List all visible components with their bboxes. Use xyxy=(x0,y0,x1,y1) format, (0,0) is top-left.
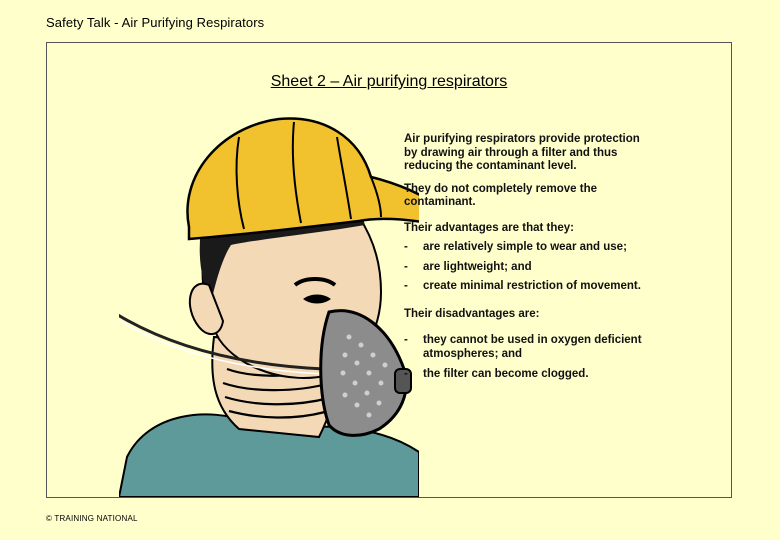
list-item xyxy=(404,334,654,361)
advantages-heading: Their advantages are that they: xyxy=(404,221,574,234)
respirator-info-text xyxy=(404,133,654,389)
list-item xyxy=(404,241,654,255)
sheet-panel xyxy=(46,42,732,498)
dash-bullet: - xyxy=(404,241,408,253)
advantage-text: are relatively simple to wear and use; xyxy=(423,241,627,253)
document-header: Safety Talk - Air Purifying Respirators xyxy=(46,15,265,30)
respirator-worker-illustration xyxy=(119,107,419,497)
sheet-title: Sheet 2 – Air purifying respirators xyxy=(270,73,508,90)
advantages-list xyxy=(404,241,654,294)
limitation-paragraph: They do not completely remove the contaminant. xyxy=(404,182,597,208)
disadvantage-text: the filter can become clogged. xyxy=(423,368,589,380)
cap-shape xyxy=(187,119,419,239)
dash-bullet: - xyxy=(404,280,408,292)
respirator-mask xyxy=(321,311,406,436)
list-item xyxy=(404,368,654,382)
dash-bullet: - xyxy=(404,334,408,346)
list-item xyxy=(404,261,654,275)
copyright-footer: © TRAINING NATIONAL xyxy=(46,514,138,523)
disadvantages-heading: Their disadvantages are: xyxy=(404,307,540,320)
advantage-text: are lightweight; and xyxy=(423,260,532,273)
dash-bullet: - xyxy=(404,260,408,273)
disadvantage-text: they cannot be used in oxygen deficient atmospheres; and xyxy=(423,334,642,360)
dash-bullet: - xyxy=(404,368,408,380)
list-item xyxy=(404,280,654,294)
disadvantages-list xyxy=(404,334,654,382)
intro-paragraph: Air purifying respirators provide protection by drawing air through a filter and thus reducing the contaminant level. xyxy=(404,133,640,172)
advantage-text: create minimal restriction of movement. xyxy=(423,280,641,292)
